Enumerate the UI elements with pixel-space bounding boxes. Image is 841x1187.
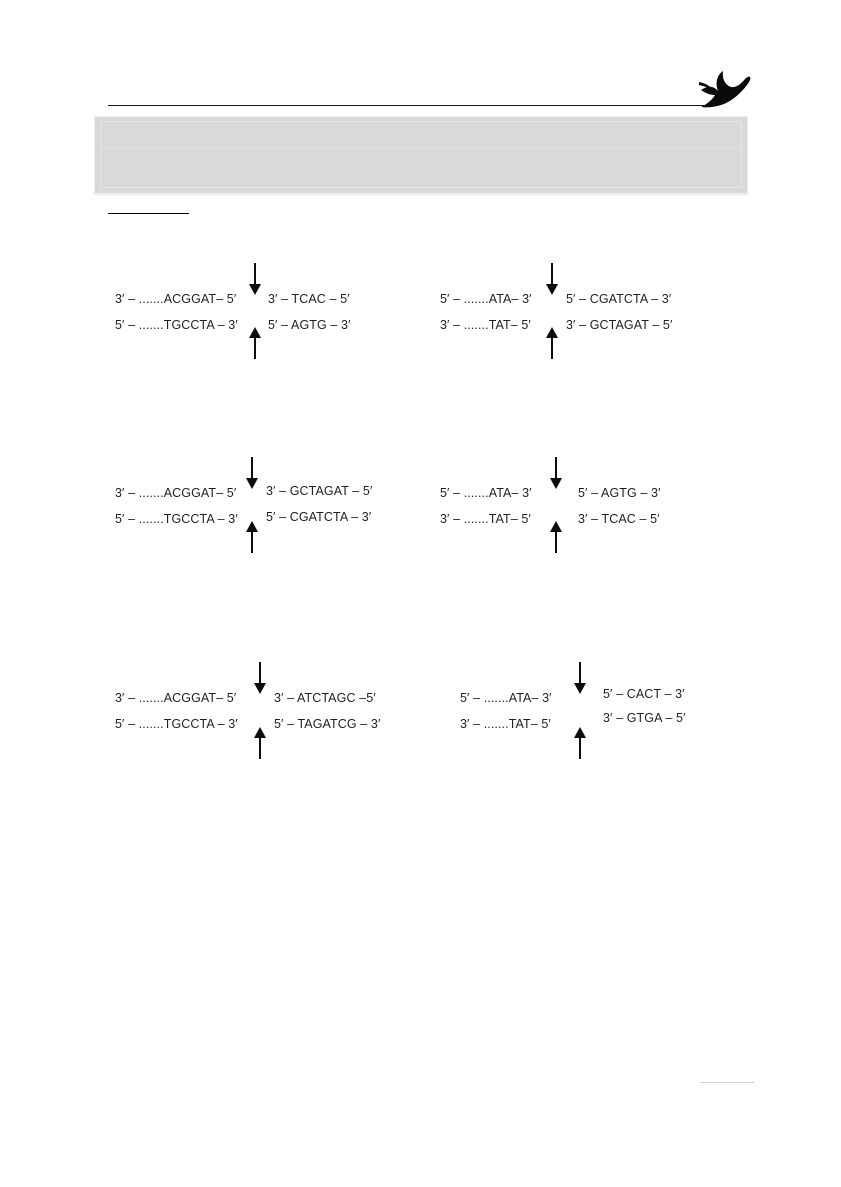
sequence-line-top: 5′ – .......ATA– 3′ xyxy=(440,292,532,306)
dna-fragment-strand xyxy=(603,682,686,730)
sequence-line-top: 5′ – CGATCTA – 3′ xyxy=(566,292,672,306)
sequence-line-top: 5′ – .......ATA– 3′ xyxy=(460,691,552,705)
up-arrow-icon xyxy=(254,726,266,759)
dna-fragment-strand xyxy=(268,286,351,338)
sequence-line-bottom: 5′ – .......TGCCTA – 3′ xyxy=(115,318,238,332)
sequence-line-bottom: 5′ – AGTG – 3′ xyxy=(268,318,351,332)
up-arrow-icon xyxy=(574,726,586,759)
sequence-line-top: 5′ – .......ATA– 3′ xyxy=(440,486,532,500)
sequence-line-top: 3′ – ATCTAGC –5′ xyxy=(274,691,376,705)
dna-exercise-item xyxy=(440,456,770,566)
sequence-line-top: 5′ – CACT – 3′ xyxy=(603,687,685,701)
down-arrow-icon xyxy=(546,263,558,296)
dna-exercise-item xyxy=(115,661,445,771)
header-divider-rule xyxy=(108,105,706,106)
down-arrow-icon xyxy=(246,457,258,490)
down-arrow-icon xyxy=(574,662,586,695)
dna-fragment-strand xyxy=(274,685,380,737)
section-heading-underline xyxy=(108,213,189,214)
sequence-line-top: 3′ – .......ACGGAT– 5′ xyxy=(115,691,237,705)
title-box xyxy=(94,116,748,194)
sequence-line-bottom: 3′ – GTGA – 5′ xyxy=(603,711,686,725)
dna-fragment-strand xyxy=(566,286,672,338)
flying-bird-icon xyxy=(698,68,752,110)
down-arrow-icon xyxy=(254,662,266,695)
down-arrow-icon xyxy=(249,263,261,296)
sequence-line-top: 3′ – .......ACGGAT– 5′ xyxy=(115,486,237,500)
sequence-line-bottom: 3′ – .......TAT– 5′ xyxy=(440,512,531,526)
sequence-line-bottom: 3′ – .......TAT– 5′ xyxy=(440,318,531,332)
sequence-line-top: 3′ – .......ACGGAT– 5′ xyxy=(115,292,237,306)
dna-exercise-item xyxy=(460,661,790,771)
up-arrow-icon xyxy=(246,520,258,553)
sequence-line-top: 3′ – GCTAGAT – 5′ xyxy=(266,484,373,498)
dna-exercise-item xyxy=(440,262,770,372)
dna-exercise-item xyxy=(115,456,445,566)
sequence-line-bottom: 5′ – CGATCTA – 3′ xyxy=(266,510,372,524)
sequence-line-top: 3′ – TCAC – 5′ xyxy=(268,292,350,306)
sequence-line-bottom: 5′ – .......TGCCTA – 3′ xyxy=(115,717,238,731)
title-box-inner-border xyxy=(100,121,742,188)
dna-template-strand xyxy=(115,480,238,532)
title-box-divider xyxy=(101,147,741,148)
dna-template-strand xyxy=(460,685,552,737)
sequence-line-bottom: 3′ – TCAC – 5′ xyxy=(578,512,660,526)
dna-template-strand xyxy=(115,685,238,737)
up-arrow-icon xyxy=(550,520,562,553)
dna-fragment-strand xyxy=(578,480,661,532)
sequence-line-bottom: 5′ – .......TGCCTA – 3′ xyxy=(115,512,238,526)
sequence-line-bottom: 5′ – TAGATCG – 3′ xyxy=(274,717,381,731)
sequence-line-top: 5′ – AGTG – 3′ xyxy=(578,486,661,500)
footer-rule xyxy=(700,1082,754,1083)
up-arrow-icon xyxy=(546,326,558,359)
up-arrow-icon xyxy=(249,326,261,359)
dna-template-strand xyxy=(115,286,238,338)
down-arrow-icon xyxy=(550,457,562,490)
dna-template-strand xyxy=(440,480,532,532)
dna-fragment-strand xyxy=(266,478,372,530)
sequence-line-bottom: 3′ – GCTAGAT – 5′ xyxy=(566,318,673,332)
sequence-line-bottom: 3′ – .......TAT– 5′ xyxy=(460,717,551,731)
dna-exercise-item xyxy=(115,262,445,372)
dna-template-strand xyxy=(440,286,532,338)
